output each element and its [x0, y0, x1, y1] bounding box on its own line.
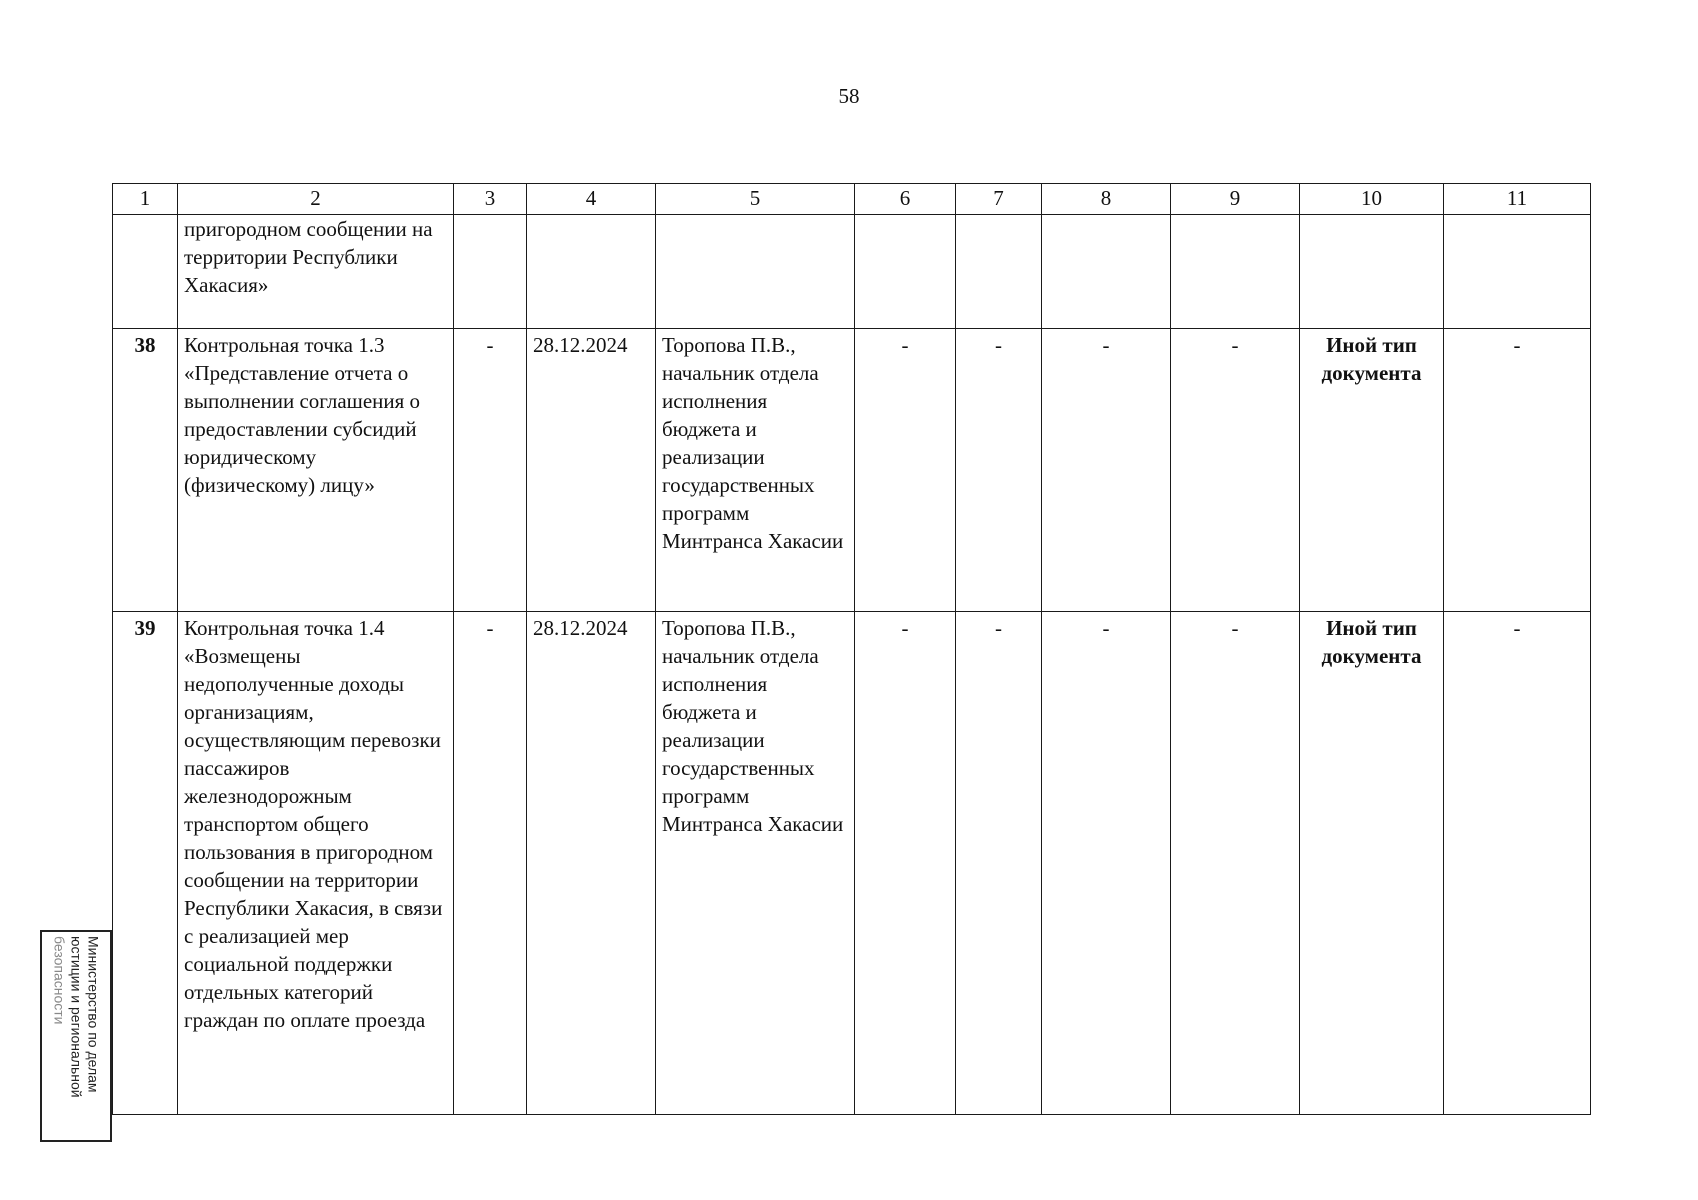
cell-col6: - [855, 329, 956, 612]
cell-col8: - [1042, 612, 1171, 1115]
row-number: 39 [113, 612, 178, 1115]
cell-col7: - [956, 612, 1042, 1115]
stamp-line-3: безопасности [51, 936, 68, 1025]
cell-col11: - [1444, 612, 1591, 1115]
cell-empty [1300, 215, 1444, 329]
header-col-3: 3 [454, 184, 527, 215]
registration-stamp [40, 930, 112, 1142]
cell-empty [113, 215, 178, 329]
row-number: 38 [113, 329, 178, 612]
cell-col7: - [956, 329, 1042, 612]
header-col-1: 1 [113, 184, 178, 215]
header-row [113, 184, 1591, 215]
table-row [113, 612, 1591, 1115]
cell-empty [855, 215, 956, 329]
cell-col9: - [1171, 329, 1300, 612]
stamp-text [51, 936, 102, 1136]
header-col-7: 7 [956, 184, 1042, 215]
cell-empty [1444, 215, 1591, 329]
cell-col3: - [454, 612, 527, 1115]
document-type: Иной тип документа [1300, 329, 1444, 612]
responsible-executor: Торопова П.В., начальник отдела исполнения бюджета и реализации государственных программ Минтранса Хакасии [656, 329, 855, 612]
cell-empty [1042, 215, 1171, 329]
stamp-line-1: Министерство по делам [85, 936, 102, 1093]
cell-col11: - [1444, 329, 1591, 612]
schedule-table [112, 183, 1591, 1115]
cell-col3: - [454, 329, 527, 612]
due-date: 28.12.2024 [527, 329, 656, 612]
cell-empty [656, 215, 855, 329]
control-point-name: Контрольная точка 1.3 «Представление отчета о выполнении соглашения о предоставлении субсидий юридическому (физическому) лицу» [178, 329, 454, 612]
cell-col8: - [1042, 329, 1171, 612]
stamp-line-2: юстиции и региональной [68, 936, 85, 1098]
header-col-11: 11 [1444, 184, 1591, 215]
header-col-8: 8 [1042, 184, 1171, 215]
header-col-4: 4 [527, 184, 656, 215]
header-col-10: 10 [1300, 184, 1444, 215]
cell-empty [956, 215, 1042, 329]
header-col-6: 6 [855, 184, 956, 215]
table-row-continuation [113, 215, 1591, 329]
control-point-name: Контрольная точка 1.4 «Возмещены недополученные доходы организациям, осуществляющим перевозки пассажиров железнодорожным транспортом общего пользования в пригородном сообщении на территории Республики Хакасия, в связи с реализацией мер социальной поддержки отдельных категорий граждан по оплате проезда [178, 612, 454, 1115]
table-row [113, 329, 1591, 612]
page-number: 58 [838, 84, 860, 108]
cell-empty [1171, 215, 1300, 329]
cell-col6: - [855, 612, 956, 1115]
cell-empty [454, 215, 527, 329]
responsible-executor: Торопова П.В., начальник отдела исполнения бюджета и реализации государственных программ Минтранса Хакасии [656, 612, 855, 1115]
document-type: Иной тип документа [1300, 612, 1444, 1115]
due-date: 28.12.2024 [527, 612, 656, 1115]
cell-empty [527, 215, 656, 329]
header-col-2: 2 [178, 184, 454, 215]
cell-col9: - [1171, 612, 1300, 1115]
header-col-9: 9 [1171, 184, 1300, 215]
cell-continued-name: пригородном сообщении на территории Республики Хакасия» [178, 215, 454, 329]
header-col-5: 5 [656, 184, 855, 215]
